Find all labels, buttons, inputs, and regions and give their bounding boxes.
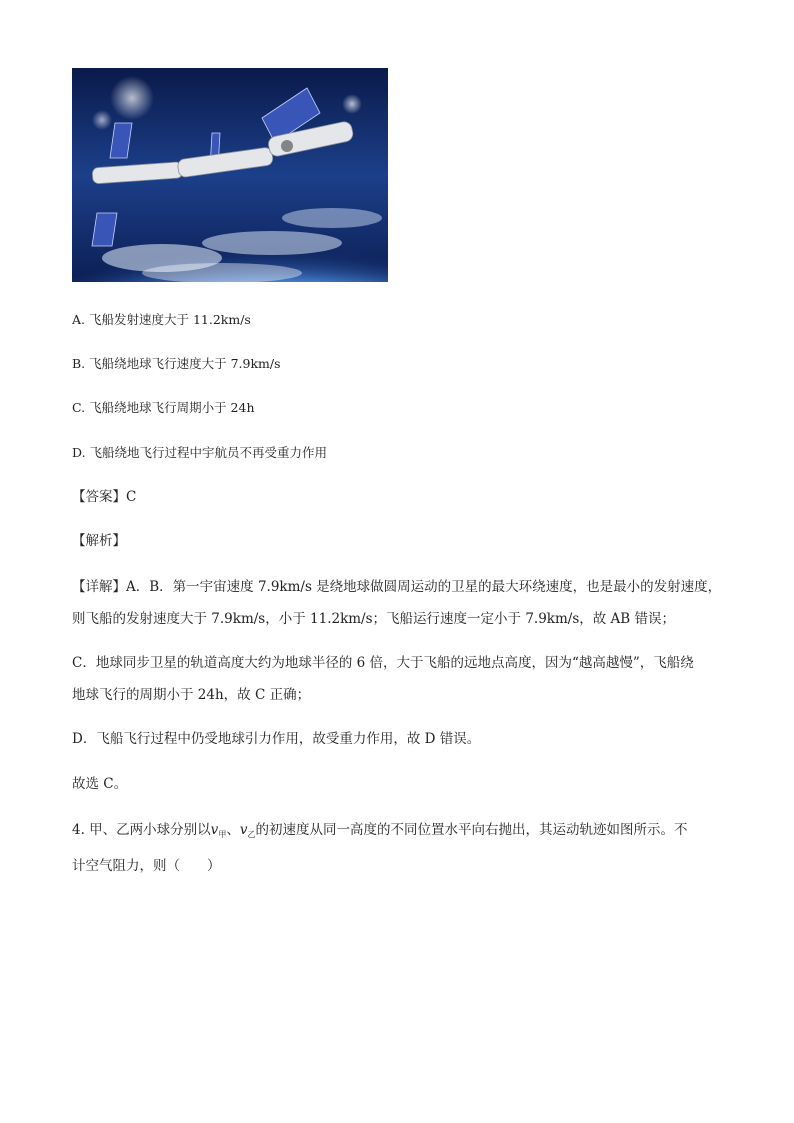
detail-line-2: 则飞船的发射速度大于 7.9km/s，小于 11.2km/s；飞船运行速度一定小于 7.9km/s，故 AB 错误； xyxy=(72,611,675,627)
question-4-prefix: 4. 甲、乙两小球分别以 xyxy=(72,822,211,838)
space-station-image xyxy=(72,68,388,282)
analysis-label: 【解析】 xyxy=(72,533,126,549)
option-a: A. 飞船发射速度大于 11.2km/s xyxy=(72,312,251,327)
velocity-subscript-jia: 甲 xyxy=(218,830,227,839)
answer-line xyxy=(72,488,136,506)
question-4-text: 的初速度从同一高度的不同位置水平向右抛出，其运动轨迹如图所示。不 xyxy=(255,822,688,838)
option-d: D. 飞船绕地飞行过程中宇航员不再受重力作用 xyxy=(72,445,328,460)
velocity-symbol-2: v xyxy=(239,822,248,838)
separator: 、 xyxy=(226,822,240,838)
question-4-line-1 xyxy=(72,821,687,844)
detail-line-3: C．地球同步卫星的轨道高度大约为地球半径的 6 倍，大于飞船的远地点高度，因为“越高越慢”，飞船绕 xyxy=(72,655,694,671)
velocity-subscript-yi: 乙 xyxy=(247,830,256,839)
answer-value: C xyxy=(126,489,137,505)
answer-label: 【答案】 xyxy=(72,489,126,505)
detail-line-4: 地球飞行的周期小于 24h，故 C 正确； xyxy=(72,687,311,703)
velocity-symbol: v xyxy=(210,822,219,838)
option-b: B. 飞船绕地球飞行速度大于 7.9km/s xyxy=(72,356,281,371)
detail-line-1: 【详解】A．B．第一宇宙速度 7.9km/s 是绕地球做圆周运动的卫星的最大环绕速度，也是最小的发射速度， xyxy=(72,579,722,595)
option-c: C. 飞船绕地球飞行周期小于 24h xyxy=(72,400,255,415)
detail-line-6: 故选 C。 xyxy=(72,776,128,792)
detail-line-5: D．飞船飞行过程中仍受地球引力作用，故受重力作用，故 D 错误。 xyxy=(72,731,481,747)
question-4-line-2: 计空气阻力，则（ ） xyxy=(72,858,221,874)
